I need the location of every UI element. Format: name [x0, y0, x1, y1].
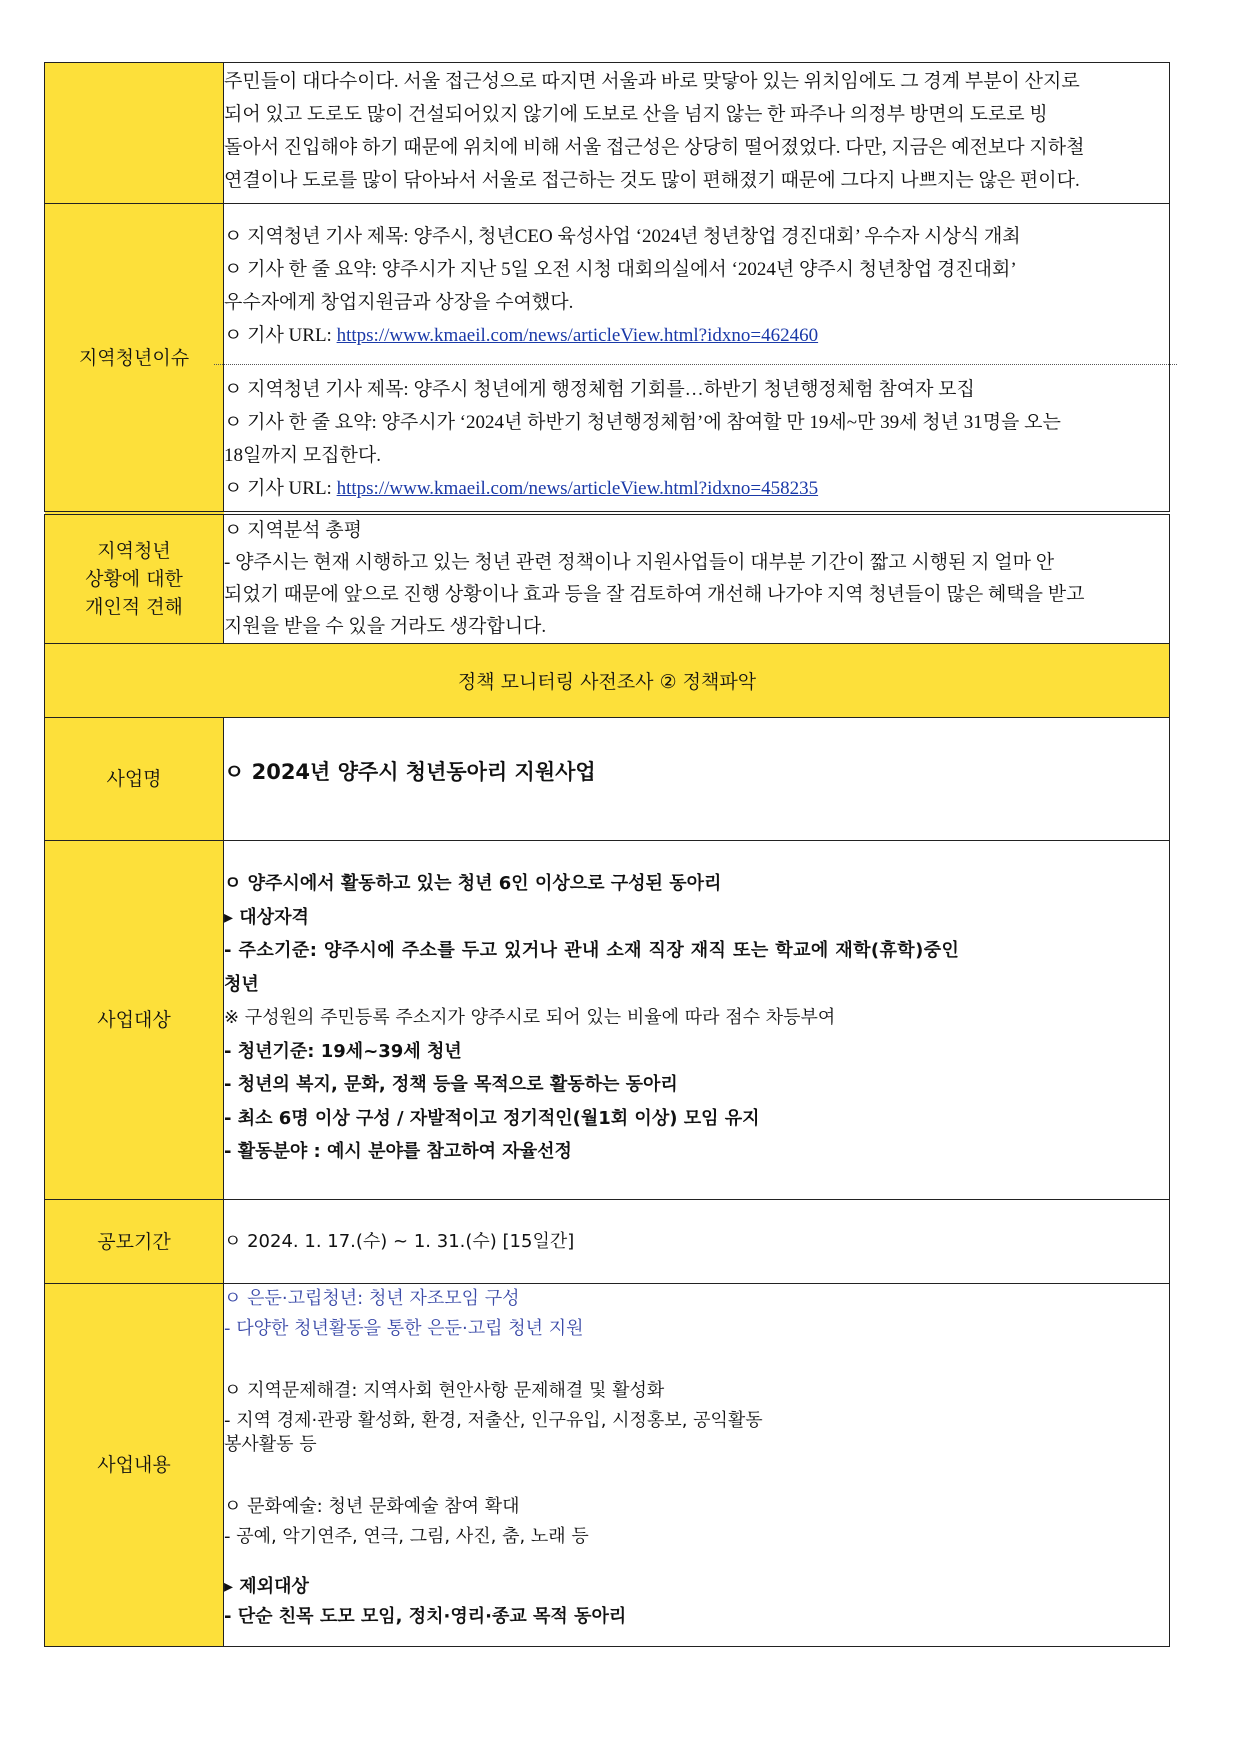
article-2 — [224, 369, 1169, 511]
culture-desc: - 공예, 악기연주, 연극, 그림, 사진, 춤, 노래 등 — [224, 1526, 589, 1547]
business-name-label: 사업명 — [45, 718, 224, 841]
issue-label: 지역청년이슈 — [45, 204, 224, 514]
target-purpose: - 청년의 복지, 문화, 정책 등을 목적으로 활동하는 동아리 — [224, 1074, 678, 1095]
period-row — [45, 1200, 1170, 1284]
url-prefix: ㅇ 기사 URL: — [224, 478, 337, 499]
article-1-summary: ㅇ 기사 한 줄 요약: 양주시가 지난 5일 오전 시청 대회의실에서 ‘2024년 양주시 청년창업 경진대회’ — [224, 259, 1017, 280]
isolated-youth-desc: - 다양한 청년활동을 통한 은둔·고립 청년 지원 — [224, 1318, 584, 1339]
article-2-url-link[interactable]: https://www.kmaeil.com/news/articleView.html?idxno=458235 — [336, 478, 819, 499]
opinion-line: - 양주시는 현재 시행하고 있는 청년 관련 정책이나 지원사업들이 대부분 기간이 짧고 시행된 지 얼마 안 — [224, 552, 1055, 573]
intro-line: 돌아서 진입해야 하기 때문에 위치에 비해 서울 접근성은 상당히 떨어졌었다. 다만, 지금은 예전보다 지하철 — [224, 137, 1085, 158]
target-main: ㅇ 양주시에서 활동하고 있는 청년 6인 이상으로 구성된 동아리 — [224, 873, 722, 894]
article-2-url-line — [224, 472, 1169, 505]
content-cell — [224, 1284, 1170, 1647]
opinion-row — [45, 513, 1170, 644]
issue-content-cell — [224, 204, 1170, 514]
intro-line: 주민들이 대다수이다. 서울 접근성으로 따지면 서울과 바로 맞닿아 있는 위치임에도 그 경계 부분이 산지로 — [224, 71, 1080, 92]
opinion-label-line: 개인적 견해 — [85, 596, 183, 618]
target-label: 사업대상 — [45, 841, 224, 1200]
local-problem-title: ㅇ 지역문제해결: 지역사회 현안사항 문제해결 및 활성화 — [224, 1380, 665, 1401]
intro-row — [45, 63, 1170, 204]
exclusion-desc: - 단순 친목 도모 모임, 정치·영리·종교 목적 동아리 — [224, 1606, 627, 1627]
intro-line: 연결이나 도로를 많이 닦아놔서 서울로 접근하는 것도 많이 편해졌기 때문에 그다지 나쁘지는 않은 편이다. — [224, 170, 1080, 191]
isolated-youth-title: ㅇ 은둔·고립청년: 청년 자조모임 구성 — [224, 1288, 520, 1309]
target-field: - 활동분야 : 예시 분야를 참고하여 자율선정 — [224, 1141, 572, 1162]
intro-content-cell — [224, 63, 1170, 204]
period-label: 공모기간 — [45, 1200, 224, 1284]
period-value: ㅇ 2024. 1. 17.(수) ~ 1. 31.(수) [15일간] — [224, 1231, 575, 1252]
article-1-url-line — [224, 319, 1169, 352]
exclusion-title: ▸ 제외대상 — [224, 1576, 309, 1597]
target-row — [45, 841, 1170, 1200]
local-problem-desc-cont: 봉사활동 등 — [224, 1434, 317, 1455]
article-2-summary: ㅇ 기사 한 줄 요약: 양주시가 ‘2024년 하반기 청년행정체험’에 참여할 만 19세~만 39세 청년 31명을 오는 — [224, 412, 1061, 433]
intro-label-cell — [45, 63, 224, 204]
url-prefix: ㅇ 기사 URL: — [224, 325, 337, 346]
opinion-label-line: 지역청년 — [97, 540, 171, 562]
content-label: 사업내용 — [45, 1284, 224, 1647]
opinion-heading: ㅇ 지역분석 총평 — [224, 520, 362, 541]
target-age-criteria: - 청년기준: 19세~39세 청년 — [224, 1040, 462, 1062]
opinion-label — [45, 513, 224, 644]
business-name-value: ㅇ 2024년 양주시 청년동아리 지원사업 — [224, 759, 596, 784]
local-problem-desc: - 지역 경제·관광 활성화, 환경, 저출산, 인구유입, 시정홍보, 공익활동 — [224, 1410, 763, 1431]
article-2-title: ㅇ 지역청년 기사 제목: 양주시 청년에게 행정체험 기회를…하반기 청년행정체험 참여자 모집 — [224, 379, 975, 400]
period-cell — [224, 1200, 1170, 1284]
article-1 — [224, 204, 1169, 358]
target-eligibility-heading: ▸ 대상자격 — [224, 906, 309, 928]
article-2-summary-cont: 18일까지 모집한다. — [224, 445, 381, 466]
opinion-label-line: 상황에 대한 — [85, 568, 183, 590]
target-min-members: - 최소 6명 이상 구성 / 자발적이고 정기적인(월1회 이상) 모임 유지 — [224, 1107, 760, 1129]
section-header-row — [45, 644, 1170, 718]
target-content-cell — [224, 841, 1170, 1200]
article-1-summary-cont: 우수자에게 창업지원금과 상장을 수여했다. — [224, 292, 574, 313]
dotted-divider — [214, 364, 1177, 365]
target-address-criteria-cont: 청년 — [224, 973, 259, 995]
target-note: ※ 구성원의 주민등록 주소지가 양주시로 되어 있는 비율에 따라 점수 차등부여 — [224, 1007, 836, 1028]
opinion-content-cell — [224, 513, 1170, 644]
intro-line: 되어 있고 도로도 많이 건설되어있지 않기에 도보로 산을 넘지 않는 한 파주나 의정부 방면의 도로로 빙 — [224, 104, 1048, 125]
article-1-title: ㅇ 지역청년 기사 제목: 양주시, 청년CEO 육성사업 ‘2024년 청년창업 경진대회’ 우수자 시상식 개최 — [224, 226, 1021, 247]
business-name-row — [45, 718, 1170, 841]
issue-row — [45, 204, 1170, 514]
opinion-line: 지원을 받을 수 있을 거라도 생각합니다. — [224, 616, 547, 637]
section-header: 정책 모니터링 사전조사 ② 정책파악 — [45, 644, 1170, 718]
business-name-cell — [224, 718, 1170, 841]
culture-title: ㅇ 문화예술: 청년 문화예술 참여 확대 — [224, 1496, 520, 1517]
opinion-line: 되었기 때문에 앞으로 진행 상황이나 효과 등을 잘 검토하여 개선해 나가야 지역 청년들이 많은 혜택을 받고 — [224, 584, 1085, 605]
article-1-url-link[interactable]: https://www.kmaeil.com/news/articleView.html?idxno=462460 — [336, 325, 819, 346]
target-address-criteria: - 주소기준: 양주시에 주소를 두고 있거나 관내 소재 직장 재직 또는 학교에 재학(휴학)중인 — [224, 940, 960, 961]
policy-table — [44, 62, 1170, 1647]
content-row — [45, 1284, 1170, 1647]
document-page — [44, 62, 1170, 1647]
